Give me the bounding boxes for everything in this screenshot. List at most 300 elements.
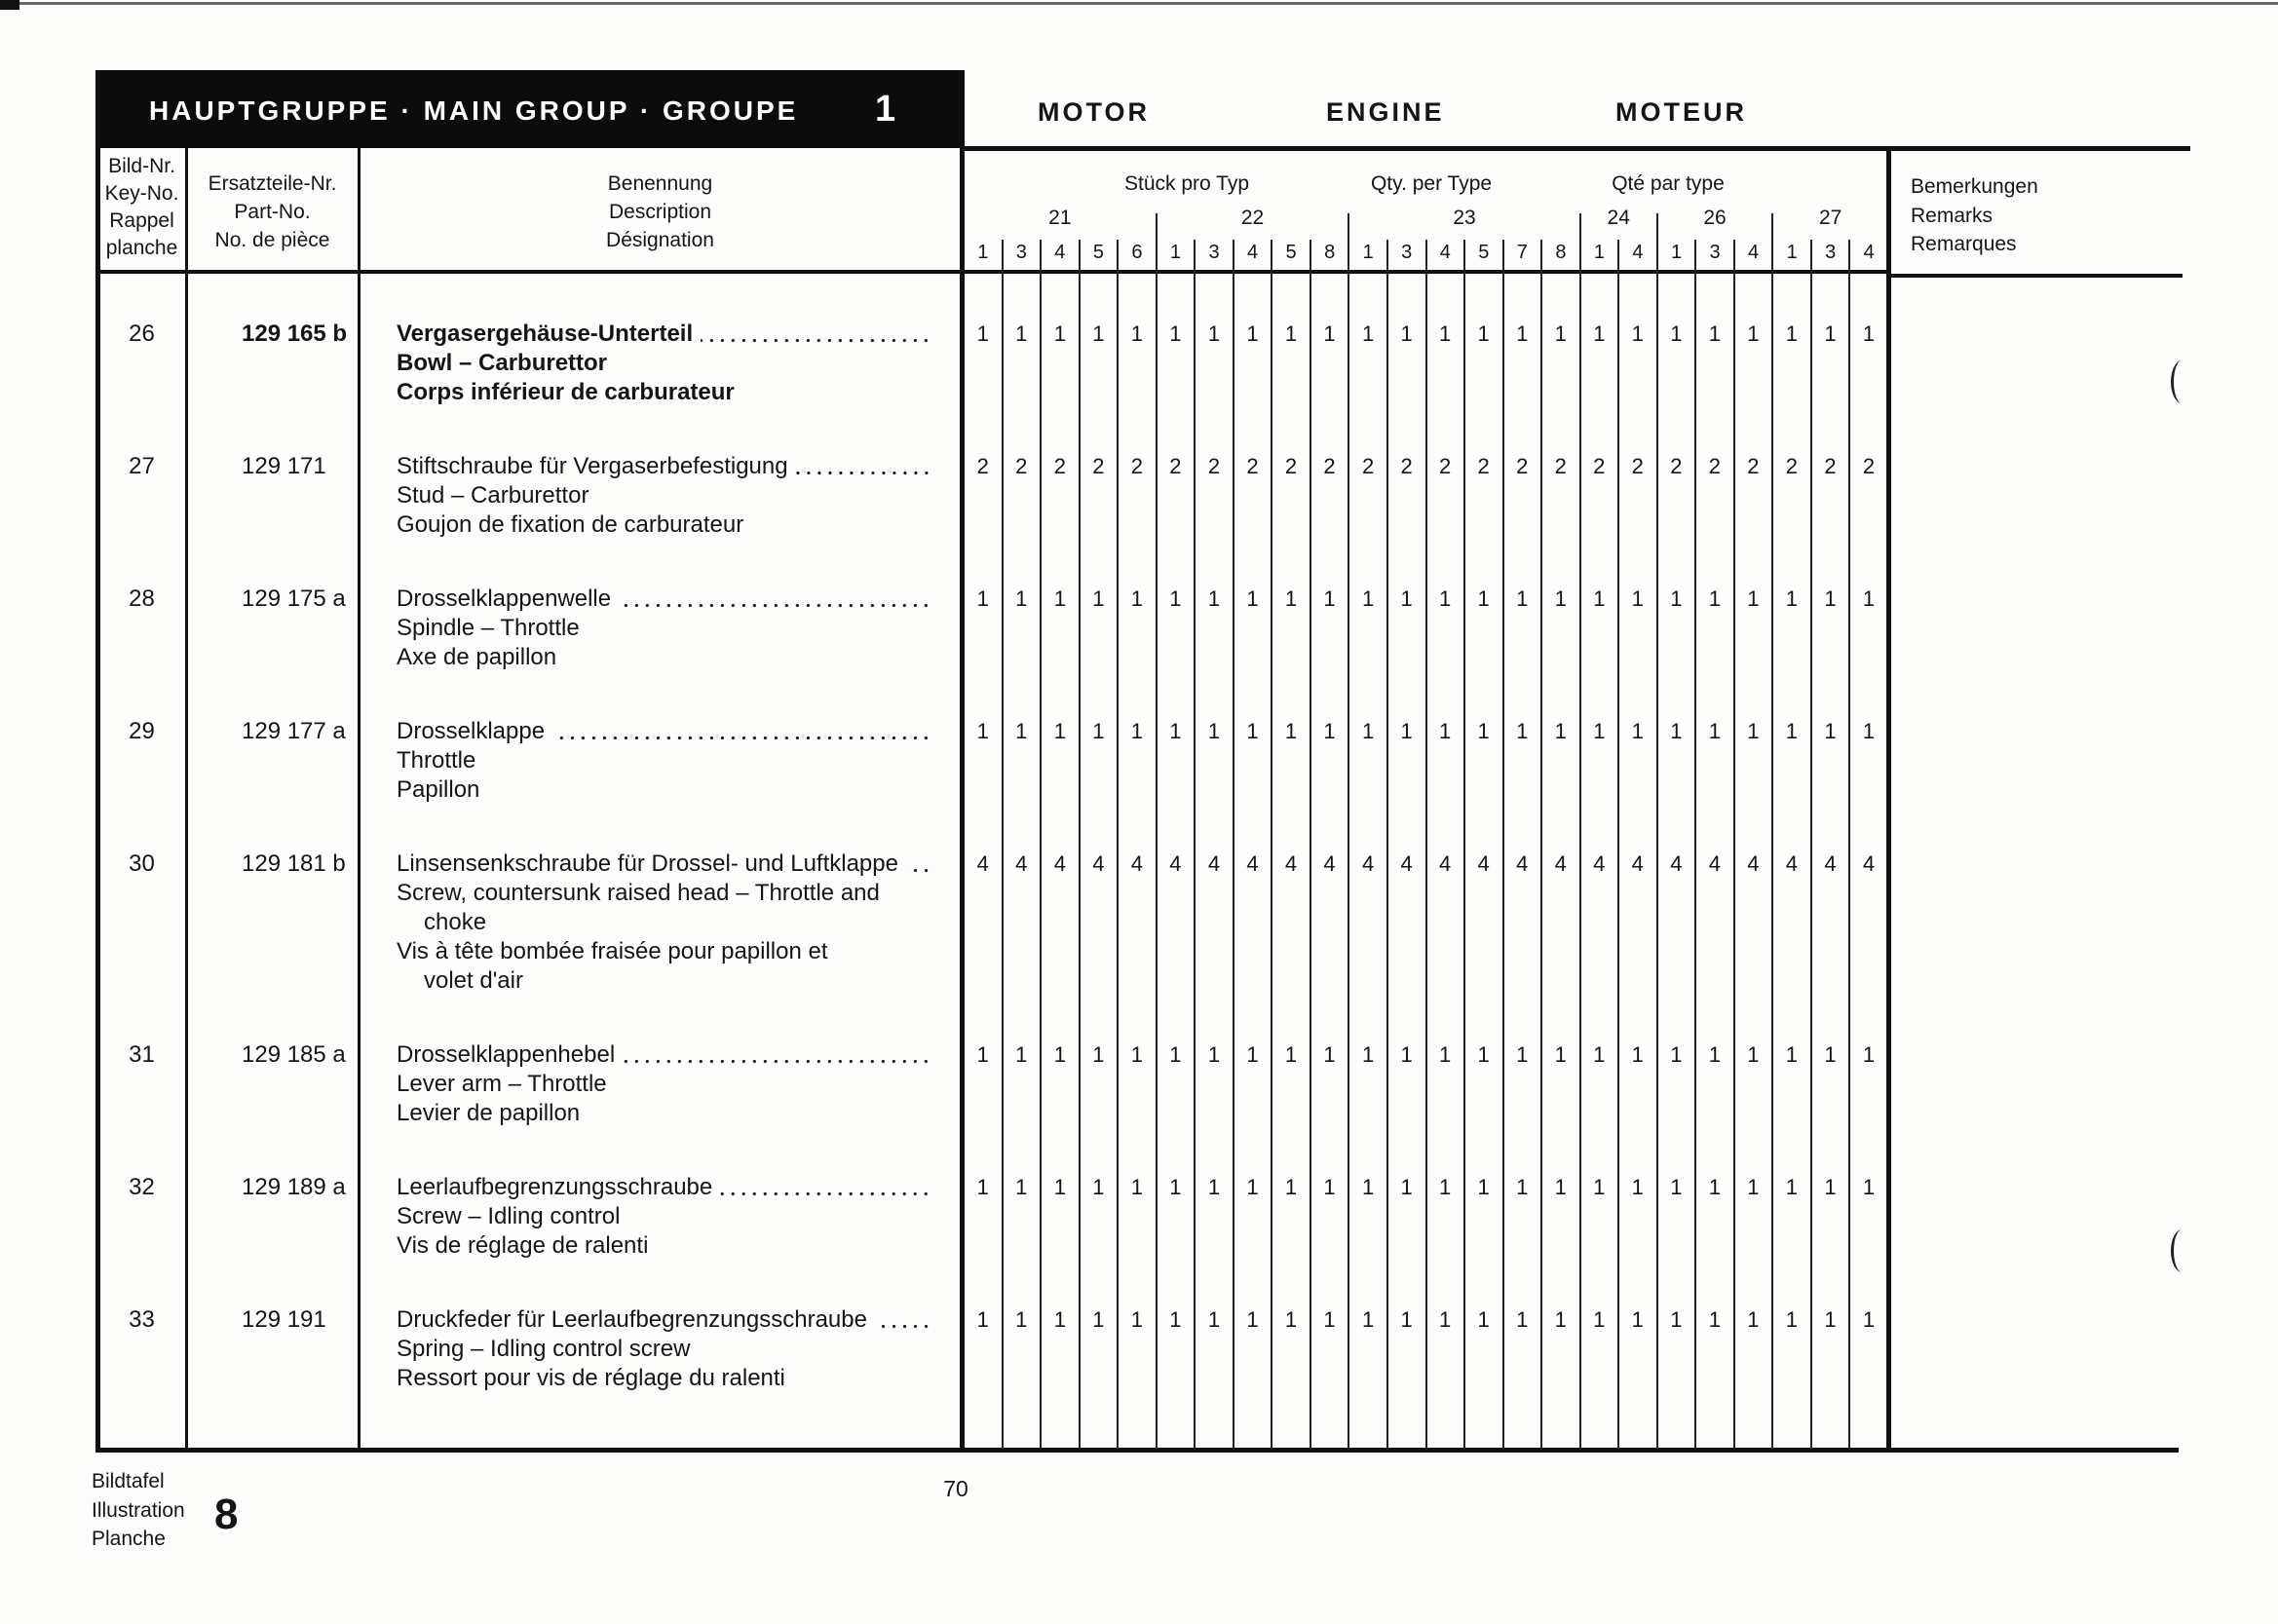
parts-list-row (97, 1040, 1888, 1128)
quantity-cell: 1 (1708, 321, 1721, 346)
quantity-cell: 1 (1323, 1175, 1336, 1199)
quantity-cell: 1 (1207, 1175, 1221, 1199)
variant-number: 4 (1054, 242, 1066, 263)
quantity-cell: 1 (1092, 321, 1105, 346)
quantity-cell: 1 (1708, 1042, 1721, 1067)
part-header-en: Part-No. (234, 201, 311, 223)
quantity-cell: 1 (1015, 1042, 1028, 1067)
variant-column-divider (1079, 240, 1081, 1450)
quantity-cell: 1 (1246, 586, 1259, 611)
quantity-cell: 4 (1670, 851, 1683, 876)
quantity-cell: 1 (1516, 321, 1529, 346)
key-number: 28 (129, 585, 155, 612)
quantity-cell: 1 (1130, 586, 1144, 611)
description-de-text: Stiftschraube für Vergaserbefestigung (397, 453, 788, 479)
quantity-cell: 1 (1092, 586, 1105, 611)
description-de-text: Leerlaufbegrenzungsschraube (397, 1174, 713, 1200)
part-description (397, 850, 931, 996)
quantity-cell: 1 (1439, 1175, 1452, 1199)
leader-dots (875, 1305, 931, 1335)
quantity-cell: 2 (1284, 454, 1298, 478)
description-en-text: Screw, countersunk raised head – Throttle and (397, 880, 880, 906)
quantity-cell: 4 (976, 851, 989, 876)
variant-number: 7 (1516, 242, 1528, 263)
quantity-cell: 2 (976, 454, 989, 478)
quantity-cell: 2 (1169, 454, 1182, 478)
variant-number: 5 (1478, 242, 1490, 263)
variant-number: 4 (1246, 242, 1259, 263)
quantity-cell: 1 (1785, 1042, 1799, 1067)
variant-column-divider (1694, 240, 1696, 1450)
quantity-cell: 1 (1862, 719, 1876, 743)
quantity-cell: 1 (1631, 1307, 1644, 1332)
quantity-cell: 1 (1323, 1042, 1336, 1067)
type-number: 21 (1048, 207, 1072, 229)
variant-column-divider (1540, 240, 1542, 1450)
part-number: 129 185 a (242, 1041, 346, 1068)
quantity-cell: 1 (1785, 321, 1799, 346)
quantity-cell: 1 (1207, 586, 1221, 611)
variant-number: 4 (1863, 242, 1875, 263)
quantity-cell: 2 (1400, 454, 1413, 478)
quantity-cell: 4 (1708, 851, 1721, 876)
quantity-cell: 1 (1092, 1042, 1105, 1067)
quantity-cell: 1 (1092, 1175, 1105, 1199)
description-fr-text: Vis de réglage de ralenti (397, 1232, 649, 1259)
quantity-cell: 1 (1785, 1307, 1799, 1332)
key-header-fr-1: Rappel (109, 209, 174, 232)
quantity-cell: 2 (1015, 454, 1028, 478)
description-en-text: Spring – Idling control screw (397, 1336, 691, 1362)
quantity-cell: 1 (1207, 1307, 1221, 1332)
leader-dots (796, 452, 931, 481)
quantity-cell: 1 (1323, 321, 1336, 346)
key-header-fr-2: planche (105, 237, 178, 259)
quantity-cell: 1 (1593, 719, 1606, 743)
quantity-cell: 1 (1053, 321, 1066, 346)
quantity-cell: 1 (1400, 586, 1413, 611)
quantity-cell: 1 (1169, 719, 1182, 743)
variant-column-divider (1040, 240, 1042, 1450)
description-header-fr: Désignation (606, 229, 714, 251)
variant-number: 4 (1439, 242, 1451, 263)
quantity-cell: 1 (1670, 1307, 1683, 1332)
variant-number: 3 (1825, 242, 1837, 263)
quantity-cell: 1 (1053, 1175, 1066, 1199)
quantity-cell: 1 (1400, 1042, 1413, 1067)
quantity-cell: 1 (1323, 1307, 1336, 1332)
quantity-cell: 1 (1824, 586, 1837, 611)
leader-dots (552, 717, 931, 746)
variant-number: 3 (1208, 242, 1220, 263)
quantity-cell: 2 (1747, 454, 1760, 478)
parts-list-row (97, 850, 1888, 996)
part-number: 129 181 b (242, 850, 346, 877)
part-header-de: Ersatzteile-Nr. (208, 172, 337, 195)
quantity-cell: 1 (1246, 719, 1259, 743)
quantity-cell: 4 (1747, 851, 1760, 876)
quantity-cell: 1 (1130, 1307, 1144, 1332)
quantity-cell: 2 (1207, 454, 1221, 478)
parts-list-row (97, 1305, 1888, 1393)
variant-column-divider (1271, 240, 1272, 1450)
quantity-cell: 1 (976, 1175, 989, 1199)
type-group-divider (1656, 213, 1658, 1450)
type-group-divider (1579, 213, 1581, 1450)
type-number: 24 (1607, 207, 1630, 229)
variant-number: 5 (1285, 242, 1297, 263)
description-en-text: Screw – Idling control (397, 1203, 621, 1229)
type-number: 26 (1703, 207, 1727, 229)
quantity-cell: 2 (1053, 454, 1066, 478)
quantity-header-en: Qty. per Type (1370, 172, 1493, 195)
quantity-cell: 1 (1439, 1042, 1452, 1067)
variant-number: 1 (1670, 242, 1683, 263)
quantity-cell: 1 (1477, 1175, 1490, 1199)
quantity-cell: 1 (1631, 1175, 1644, 1199)
variant-number: 1 (1593, 242, 1605, 263)
variant-column-divider (1617, 240, 1619, 1450)
quantity-cell: 4 (1400, 851, 1413, 876)
description-fr-text: Ressort pour vis de réglage du ralenti (397, 1365, 785, 1391)
quantity-cell: 1 (1439, 321, 1452, 346)
quantity-cell: 1 (1439, 1307, 1452, 1332)
quantity-cell: 1 (1593, 586, 1606, 611)
variant-column-divider (1425, 240, 1427, 1450)
description-de-text: Vergasergehäuse-Unterteil (397, 321, 694, 347)
scan-edge-line (0, 2, 2278, 5)
part-header-fr: No. de pièce (214, 229, 330, 251)
parts-list-row (97, 320, 1888, 407)
quantity-cell: 1 (1747, 1042, 1760, 1067)
quantity-cell: 4 (1323, 851, 1336, 876)
quantity-cell: 4 (1169, 851, 1182, 876)
quantity-cell: 1 (1053, 1042, 1066, 1067)
quantity-cell: 1 (1400, 321, 1413, 346)
description-fr-text: Axe de papillon (397, 644, 557, 670)
quantity-cell: 1 (1323, 586, 1336, 611)
quantity-cell: 1 (1824, 1175, 1837, 1199)
plate-label-fr: Planche (92, 1528, 166, 1550)
description-de-text: Drosselklappe (397, 718, 546, 744)
quantity-cell: 1 (1593, 1307, 1606, 1332)
quantity-cell: 1 (1439, 586, 1452, 611)
leader-dots (906, 850, 931, 879)
variant-number: 8 (1324, 242, 1336, 263)
quantity-cell: 1 (1361, 321, 1375, 346)
type-group-divider (1771, 213, 1773, 1450)
quantity-cell: 4 (1092, 851, 1105, 876)
variant-number: 8 (1555, 242, 1567, 263)
quantity-cell: 1 (1824, 719, 1837, 743)
variant-column-divider (1463, 240, 1465, 1450)
type-group-divider (1348, 213, 1349, 1450)
quantity-cell: 1 (1092, 1307, 1105, 1332)
quantity-cell: 1 (1516, 1307, 1529, 1332)
quantity-cell: 1 (1284, 321, 1298, 346)
quantity-header-de: Stück pro Typ (1123, 172, 1249, 195)
quantity-cell: 1 (1785, 719, 1799, 743)
quantity-cell: 1 (1554, 321, 1567, 346)
key-number: 29 (129, 718, 155, 744)
parts-list-row (97, 452, 1888, 540)
quantity-cell: 1 (1670, 586, 1683, 611)
quantity-cell: 1 (1516, 1175, 1529, 1199)
quantity-cell: 2 (1130, 454, 1144, 478)
quantity-cell: 1 (1593, 1175, 1606, 1199)
quantity-cell: 1 (1862, 1307, 1876, 1332)
quantity-cell: 1 (1516, 1042, 1529, 1067)
type-number: 23 (1453, 207, 1476, 229)
description-de-first-line (397, 717, 931, 746)
part-description (397, 717, 931, 805)
quantity-cell: 1 (1708, 1175, 1721, 1199)
description-header-de: Benennung (607, 172, 713, 195)
part-description (397, 320, 931, 407)
key-number: 33 (129, 1306, 155, 1333)
quantity-cell: 1 (1169, 321, 1182, 346)
top-rule (965, 146, 2190, 151)
variant-number: 4 (1748, 242, 1760, 263)
quantity-cell: 1 (1284, 719, 1298, 743)
quantity-cell: 2 (1593, 454, 1606, 478)
quantity-cell: 1 (1477, 1307, 1490, 1332)
quantity-cell: 1 (1824, 1042, 1837, 1067)
plate-label-en: Illustration (92, 1498, 185, 1522)
quantity-cell: 4 (1554, 851, 1567, 876)
quantity-cell: 1 (1593, 1042, 1606, 1067)
variant-number: 5 (1092, 242, 1104, 263)
quantity-cell: 1 (1323, 719, 1336, 743)
key-number: 30 (129, 850, 155, 877)
variant-column-divider (1002, 240, 1004, 1450)
quantity-cell: 1 (1246, 321, 1259, 346)
part-number: 129 189 a (242, 1174, 346, 1200)
description-de-first-line (397, 320, 931, 349)
quantity-cell: 1 (1361, 1307, 1375, 1332)
key-number: 27 (129, 453, 155, 479)
quantity-cell: 1 (1015, 1175, 1028, 1199)
quantity-cell: 1 (976, 719, 989, 743)
description-en-text: Lever arm – Throttle (397, 1071, 607, 1097)
description-de-text: Druckfeder für Leerlaufbegrenzungsschraube (397, 1306, 867, 1333)
quantity-cell: 1 (1130, 719, 1144, 743)
remarks-header-de: Bemerkungen (1911, 175, 2038, 198)
quantity-cell: 1 (1554, 1042, 1567, 1067)
part-number: 129 165 b (242, 321, 348, 347)
description-de-first-line (397, 1173, 931, 1202)
leader-dots (701, 320, 931, 349)
leader-dots (623, 1040, 931, 1070)
quantity-cell: 1 (1169, 1042, 1182, 1067)
quantity-cell: 1 (1053, 1307, 1066, 1332)
quantity-cell: 4 (1824, 851, 1837, 876)
quantity-cell: 1 (1708, 719, 1721, 743)
part-number-header (186, 170, 359, 254)
quantity-cell: 1 (1400, 719, 1413, 743)
quantity-cell: 1 (1400, 1175, 1413, 1199)
type-group-divider (1156, 213, 1158, 1450)
description-fr-text: Corps inférieur de carburateur (397, 379, 735, 405)
quantity-cell: 4 (1207, 851, 1221, 876)
quantity-cell: 1 (1169, 1307, 1182, 1332)
remarks-header-fr: Remarques (1911, 233, 2017, 255)
quantity-cell: 1 (1284, 1175, 1298, 1199)
quantity-cell: 1 (1284, 1307, 1298, 1332)
section-title-en: ENGINE (1326, 97, 1445, 127)
main-group-label: HAUPTGRUPPE · MAIN GROUP · GROUPE (149, 95, 799, 126)
quantity-cell: 1 (1862, 1042, 1876, 1067)
quantity-cell: 1 (1130, 321, 1144, 346)
quantity-cell: 2 (1246, 454, 1259, 478)
description-de-first-line (397, 1040, 931, 1070)
quantity-cell: 1 (1516, 586, 1529, 611)
quantity-cell: 4 (1862, 851, 1876, 876)
plate-label-de: Bildtafel (92, 1470, 165, 1492)
quantity-cell: 1 (1015, 586, 1028, 611)
description-de-text: Drosselklappenhebel (397, 1041, 616, 1068)
quantity-cell: 1 (1130, 1042, 1144, 1067)
quantity-cell: 1 (1670, 719, 1683, 743)
variant-column-divider (1810, 240, 1812, 1450)
variant-number: 1 (1362, 242, 1374, 263)
quantity-cell: 1 (1554, 1175, 1567, 1199)
description-header-en: Description (608, 201, 712, 223)
quantity-cell: 2 (1516, 454, 1529, 478)
quantity-cell: 4 (1593, 851, 1606, 876)
variant-number: 1 (977, 242, 989, 263)
main-group-banner (97, 70, 965, 148)
quantity-cell: 1 (1785, 586, 1799, 611)
quantity-cell: 4 (1284, 851, 1298, 876)
variant-column-divider (1117, 240, 1119, 1450)
description-fr-text: Levier de papillon (397, 1100, 581, 1126)
quantity-cell: 4 (1439, 851, 1452, 876)
quantity-cell: 2 (1785, 454, 1799, 478)
quantity-cell: 1 (1361, 586, 1375, 611)
quantity-cell: 4 (1477, 851, 1490, 876)
remarks-header-en: Remarks (1911, 204, 1993, 227)
quantity-cell: 1 (976, 1307, 989, 1332)
part-description (397, 1305, 931, 1393)
quantity-cell: 4 (1631, 851, 1644, 876)
quantity-cell: 1 (1747, 586, 1760, 611)
parts-list-row (97, 1173, 1888, 1261)
description-de-first-line (397, 850, 931, 879)
part-number: 129 177 a (242, 718, 346, 744)
quantity-cell: 4 (1361, 851, 1375, 876)
quantity-cell: 1 (1361, 1175, 1375, 1199)
quantity-cell: 2 (1862, 454, 1876, 478)
quantity-cell: 1 (1207, 719, 1221, 743)
page-number: 70 (943, 1476, 968, 1501)
description-de-first-line (397, 1305, 931, 1335)
variant-number: 3 (1709, 242, 1721, 263)
quantity-cell: 1 (1862, 321, 1876, 346)
scan-edge-mark (0, 0, 19, 10)
quantity-cell: 1 (1862, 586, 1876, 611)
parts-list (97, 320, 1888, 1438)
remarks-header (1911, 172, 2038, 259)
description-de-text: Linsensenkschraube für Drossel- und Luftklappe (397, 850, 898, 877)
remarks-header-rule (1888, 274, 2183, 278)
quantity-cell: 1 (1246, 1307, 1259, 1332)
quantity-cell: 1 (1015, 1307, 1028, 1332)
quantity-cell: 2 (1439, 454, 1452, 478)
quantity-cell: 1 (1400, 1307, 1413, 1332)
quantity-cell: 1 (1246, 1175, 1259, 1199)
key-number: 26 (129, 321, 155, 347)
quantity-cell: 2 (1631, 454, 1644, 478)
description-en-text: Stud – Carburettor (397, 482, 589, 509)
main-group-number: 1 (875, 89, 896, 130)
description-en-text: Spindle – Throttle (397, 615, 580, 641)
key-header-en: Key-No. (104, 182, 179, 205)
part-number: 129 175 a (242, 585, 346, 612)
key-header-de: Bild-Nr. (108, 155, 175, 177)
variant-number: 6 (1131, 242, 1143, 263)
description-header (359, 170, 962, 254)
quantity-cell: 1 (1862, 1175, 1876, 1199)
description-en-text: choke (424, 909, 487, 935)
quantity-cell: 4 (1015, 851, 1028, 876)
quantity-cell: 2 (1361, 454, 1375, 478)
variant-column-divider (1194, 240, 1196, 1450)
description-de-text: Drosselklappenwelle (397, 585, 612, 612)
description-fr-text: Papillon (397, 776, 480, 803)
quantity-cell: 1 (1207, 321, 1221, 346)
quantity-cell: 1 (1439, 719, 1452, 743)
variant-number: 1 (1786, 242, 1798, 263)
quantity-cell: 1 (1015, 321, 1028, 346)
quantity-cell: 1 (1631, 321, 1644, 346)
quantity-cell: 1 (1053, 586, 1066, 611)
quantity-cell: 1 (1092, 719, 1105, 743)
section-title-fr: MOTEUR (1615, 97, 1747, 127)
description-en-text: Bowl – Carburettor (397, 350, 608, 376)
part-description (397, 585, 931, 672)
quantity-cell: 1 (1670, 321, 1683, 346)
quantity-cell: 1 (1477, 1042, 1490, 1067)
key-number: 31 (129, 1041, 155, 1068)
quantity-header-fr: Qté par type (1612, 172, 1725, 195)
part-description (397, 452, 931, 540)
quantity-cell: 1 (1747, 1307, 1760, 1332)
description-fr-text: Vis à tête bombée fraisée pour papillon et (397, 938, 828, 964)
quantity-cell: 2 (1824, 454, 1837, 478)
part-description (397, 1173, 931, 1261)
quantity-cell: 1 (1670, 1042, 1683, 1067)
description-fr-text: Goujon de fixation de carburateur (397, 511, 744, 538)
quantity-cell: 1 (1477, 321, 1490, 346)
quantity-cell: 1 (976, 586, 989, 611)
quantity-cell: 1 (1169, 1175, 1182, 1199)
quantity-cell: 1 (1554, 586, 1567, 611)
quantity-cell: 1 (1631, 586, 1644, 611)
quantity-cell: 1 (1361, 719, 1375, 743)
variant-column-divider (1502, 240, 1504, 1450)
plate-number: 8 (214, 1491, 239, 1538)
quantity-cell: 1 (1747, 321, 1760, 346)
quantity-cell: 1 (1284, 586, 1298, 611)
parts-list-row (97, 585, 1888, 672)
quantity-cell: 1 (1477, 719, 1490, 743)
variant-number: 1 (1169, 242, 1182, 263)
quantity-cell: 4 (1053, 851, 1066, 876)
leader-dots (619, 585, 931, 614)
quantity-cell: 1 (1824, 321, 1837, 346)
table-bottom-rule (97, 1448, 2179, 1453)
